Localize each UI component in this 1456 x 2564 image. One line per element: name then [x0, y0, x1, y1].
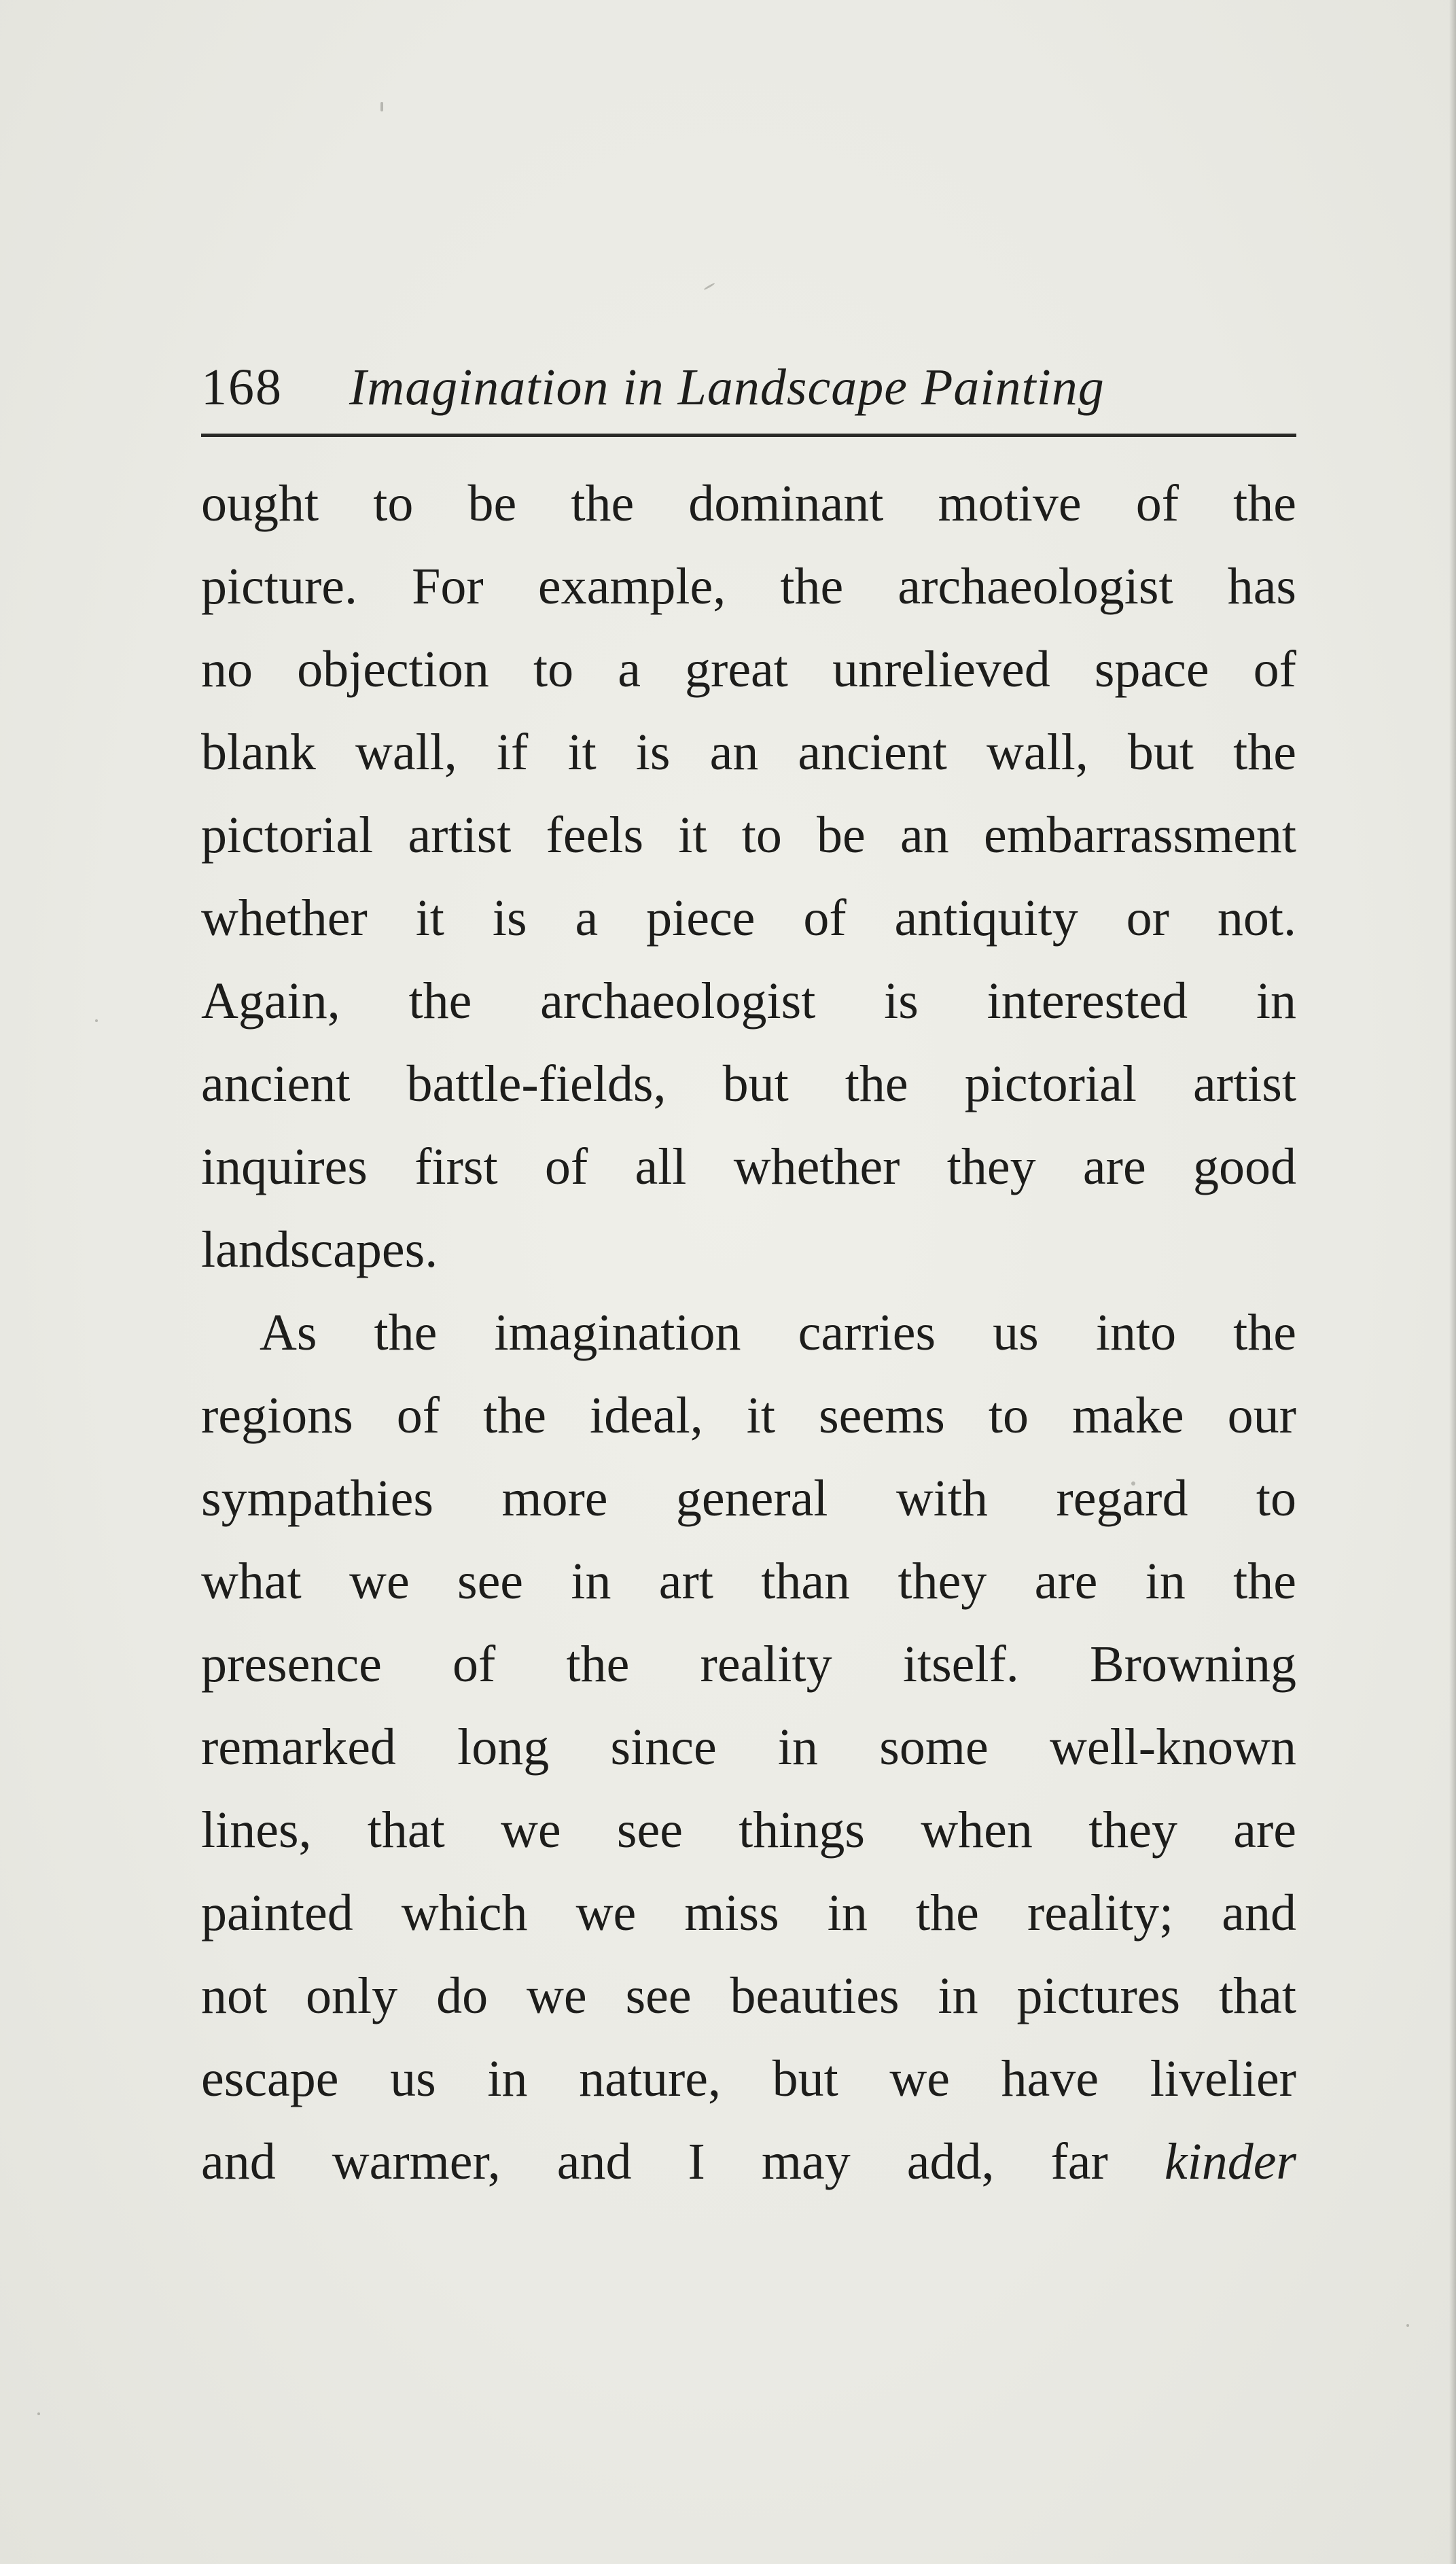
page-number: 168 — [201, 359, 283, 416]
header-rule — [201, 434, 1296, 437]
paragraph-1 — [201, 462, 1296, 1291]
text-line: picture. For example, the archaeologist has — [201, 558, 1296, 615]
text-line: ancient battle-fields, but the pictorial artist — [201, 1055, 1296, 1112]
text-line: blank wall, if it is an ancient wall, but the — [201, 724, 1296, 781]
running-title: Imagination in Landscape Painting — [349, 359, 1105, 416]
text-line: Again, the archaeologist is interested in — [201, 972, 1296, 1030]
text-line: no objection to a great unrelieved space of — [201, 641, 1296, 698]
text-line-plain: and warmer, and I may add, far — [201, 2133, 1165, 2190]
page-edge-shadow — [1449, 0, 1456, 2564]
text-line: whether it is a piece of antiquity or not. — [201, 890, 1296, 947]
text-line-final — [201, 2120, 1296, 2203]
text-line: escape us in nature, but we have livelier — [201, 2050, 1296, 2107]
text-line: sympathies more general with regard to — [201, 1470, 1296, 1527]
paper-speck — [703, 283, 715, 291]
text-line: painted which we miss in the reality; and — [201, 1884, 1296, 1942]
text-line: As the imagination carries us into the — [260, 1304, 1296, 1361]
paper-speck — [1406, 2324, 1409, 2327]
text-line: regions of the ideal, it seems to make our — [201, 1387, 1296, 1444]
paper-speck — [37, 2412, 40, 2415]
text-line: pictorial artist feels it to be an embarrassment — [201, 807, 1296, 864]
text-line: landscapes. — [201, 1221, 438, 1278]
text-line: presence of the reality itself. Browning — [201, 1636, 1296, 1693]
text-line: remarked long since in some well-known — [201, 1719, 1296, 1776]
paragraph-2 — [201, 1291, 1296, 2203]
text-line: inquires first of all whether they are good — [201, 1138, 1296, 1195]
emphasized-word: kinder — [1164, 2133, 1296, 2190]
paper-speck — [95, 1019, 98, 1022]
text-line: not only do we see beauties in pictures that — [201, 1967, 1296, 2024]
text-line: what we see in art than they are in the — [201, 1553, 1296, 1610]
text-line: lines, that we see things when they are — [201, 1802, 1296, 1859]
text-line: ought to be the dominant motive of the — [201, 475, 1296, 532]
paper-speck — [380, 102, 383, 111]
running-head — [201, 353, 1296, 421]
body-text — [201, 462, 1296, 2203]
